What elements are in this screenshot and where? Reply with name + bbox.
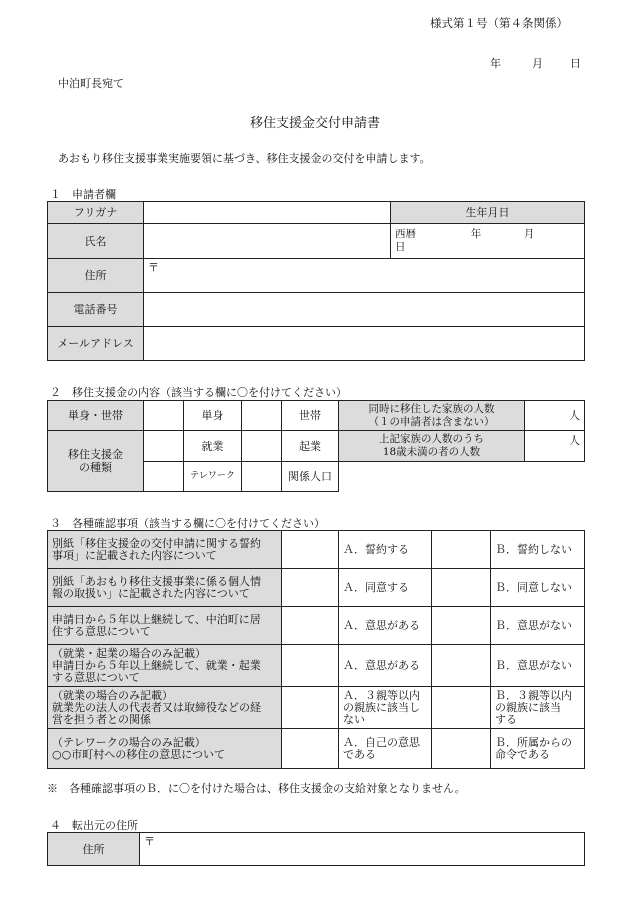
question-cell-line: 別紙「移住支援金の交付申請に関する誓約: [52, 536, 261, 550]
family-count-line1: 同時に移住した家族の人数: [368, 402, 495, 415]
form-number: 様式第１号（第４条関係）: [430, 16, 568, 30]
intro-text: あおもり移住支援事業実施要領に基づき、移住支援金の交付を申請します。: [58, 152, 431, 165]
startup-check-cell[interactable]: [242, 431, 282, 462]
page-title: 移住支援金交付申請書: [249, 116, 380, 131]
section3-heading: ３ 各種確認事項（該当する欄に〇を付けてください）: [50, 517, 325, 530]
section1-heading: １ 申請者欄: [50, 188, 116, 201]
related-pop-label: 関係人口: [282, 462, 339, 492]
under18-line2: 18歳未満の者の人数: [382, 446, 481, 458]
option-a-check-cell[interactable]: [282, 729, 339, 769]
date-day-label: 日: [570, 57, 581, 70]
option-b-check-cell[interactable]: [432, 607, 491, 645]
under18-line1: 上記家族の人数のうち: [379, 433, 484, 445]
question-cell-line: 申請日から５年以上継続して、中泊町に居: [52, 612, 261, 626]
option-b-label-line: Ｂ．同意しない: [495, 580, 572, 594]
family-count-line2: （１の申請者は含まない）: [368, 415, 495, 428]
address-label: 住所: [48, 259, 144, 293]
grant-type-label: [48, 431, 144, 492]
question-cell-line: 申請日から５年以上継続して、就業・起業: [52, 658, 261, 672]
question-cell: [48, 687, 282, 729]
applicant-table: [47, 201, 585, 361]
single-check-cell[interactable]: [144, 401, 184, 431]
option-a-check-cell[interactable]: [282, 607, 339, 645]
option-a-label-line: である: [343, 747, 376, 761]
option-a-label: [339, 729, 432, 769]
telework-label: テレワーク: [184, 462, 242, 492]
option-a-label: [339, 687, 432, 729]
confirmation-row: [48, 569, 585, 607]
confirmation-table: [47, 530, 585, 769]
era-label: 西暦: [395, 228, 416, 240]
date-year-label: 年: [490, 57, 501, 70]
option-b-label-line: Ｂ．誓約しない: [495, 542, 572, 556]
furigana-field[interactable]: [144, 202, 391, 224]
household-label: 世帯: [282, 401, 339, 431]
furigana-label: フリガナ: [48, 202, 144, 224]
confirmation-row: [48, 607, 585, 645]
birth-month-label: 月: [523, 228, 535, 240]
question-cell-line: 別紙「あおもり移住支援事業に係る個人情: [52, 574, 261, 588]
option-b-check-cell[interactable]: [432, 531, 491, 569]
postal-mark: 〒: [148, 261, 159, 274]
email-field[interactable]: [144, 327, 585, 361]
previous-address-field[interactable]: [140, 833, 585, 866]
option-b-label-line: 命令である: [495, 747, 550, 761]
option-b-label: [491, 729, 585, 769]
option-a-label-line: の親族に該当し: [343, 700, 420, 714]
person-unit: 人: [569, 434, 580, 447]
option-a-label-line: ない: [343, 712, 365, 726]
birthdate-field[interactable]: [391, 224, 585, 259]
confirmation-note: ※ 各種確認事項のＢ．に〇を付けた場合は、移住支援金の支給対象となりません。: [47, 782, 466, 795]
option-a-label-line: Ａ．３親等以内: [343, 688, 420, 702]
option-b-label-line: Ｂ．所属からの: [495, 735, 572, 749]
option-a-label: [339, 531, 432, 569]
phone-label: 電話番号: [48, 293, 144, 327]
option-b-label: [491, 645, 585, 687]
question-cell: [48, 645, 282, 687]
family-count-field[interactable]: [525, 401, 585, 431]
option-a-label-line: Ａ．意思がある: [343, 658, 420, 672]
question-cell-line: する意思について: [52, 670, 140, 684]
option-a-label: [339, 607, 432, 645]
option-a-label: [339, 569, 432, 607]
question-cell-line: 営を担う者との関係: [52, 712, 151, 726]
addressee: 中泊町長宛て: [58, 77, 124, 90]
option-b-label: [491, 607, 585, 645]
option-b-check-cell[interactable]: [432, 645, 491, 687]
question-cell: [48, 607, 282, 645]
grant-type-line2: の種類: [79, 461, 112, 474]
option-b-label-line: の親族に該当: [495, 700, 561, 714]
option-a-check-cell[interactable]: [282, 687, 339, 729]
question-cell-line: 報の取扱い」に記載された内容について: [52, 586, 250, 600]
question-cell: [48, 569, 282, 607]
question-cell-line: （就業の場合のみ記載）: [52, 688, 173, 702]
under18-field[interactable]: [525, 431, 585, 462]
confirmation-row: [48, 687, 585, 729]
option-b-label: [491, 687, 585, 729]
previous-address-label: 住所: [48, 833, 140, 866]
postal-mark: 〒: [144, 835, 155, 848]
question-cell-line: 事項」に記載された内容について: [52, 548, 217, 562]
single-family-label: 単身・世帯: [48, 401, 144, 431]
employment-label: 就業: [184, 431, 242, 462]
option-a-label-line: Ａ．誓約する: [343, 542, 409, 556]
option-b-check-cell[interactable]: [432, 729, 491, 769]
option-b-label-line: Ｂ．３親等以内: [495, 688, 572, 702]
question-cell-line: ○○市町村への移住の意思について: [52, 747, 225, 761]
question-cell-line: （テレワークの場合のみ記載）: [52, 735, 206, 749]
under18-label: [339, 431, 525, 462]
option-a-check-cell[interactable]: [282, 531, 339, 569]
name-field[interactable]: [144, 224, 391, 259]
option-b-check-cell[interactable]: [432, 687, 491, 729]
option-b-label: [491, 531, 585, 569]
address-field[interactable]: [144, 259, 585, 293]
option-b-label-line: Ｂ．意思がない: [495, 658, 572, 672]
employment-check-cell[interactable]: [144, 431, 184, 462]
option-b-label-line: Ｂ．意思がない: [495, 618, 572, 632]
question-cell: [48, 729, 282, 769]
option-a-check-cell[interactable]: [282, 645, 339, 687]
section4-heading: ４ 転出元の住所: [50, 819, 138, 832]
option-a-label-line: Ａ．自己の意思: [343, 735, 420, 749]
option-b-label-line: する: [495, 712, 517, 726]
date-month-label: 月: [532, 57, 543, 70]
confirmation-row: [48, 729, 585, 769]
person-unit: 人: [569, 409, 580, 422]
birthdate-header: 生年月日: [391, 202, 585, 224]
question-cell-line: 就業先の法人の代表者又は取締役などの経: [52, 700, 261, 714]
household-check-cell[interactable]: [242, 401, 282, 431]
birth-year-label: 年: [470, 228, 482, 240]
date-line: [490, 55, 581, 71]
question-cell-line: （就業・起業の場合のみ記載）: [52, 646, 206, 660]
family-count-label: [339, 401, 525, 431]
question-cell: [48, 531, 282, 569]
related-pop-check-cell[interactable]: [242, 462, 282, 492]
previous-address-table: [47, 832, 585, 866]
startup-label: 起業: [282, 431, 339, 462]
option-a-check-cell[interactable]: [282, 569, 339, 607]
option-a-label: [339, 645, 432, 687]
name-label: 氏名: [48, 224, 144, 259]
option-b-label: [491, 569, 585, 607]
birth-day-label: 日: [395, 241, 406, 253]
section2-heading: ２ 移住支援金の内容（該当する欄に〇を付けてください）: [50, 386, 347, 399]
option-a-label-line: Ａ．意思がある: [343, 618, 420, 632]
telework-check-cell[interactable]: [144, 462, 184, 492]
option-a-label-line: Ａ．同意する: [343, 580, 409, 594]
phone-field[interactable]: [144, 293, 585, 327]
option-b-check-cell[interactable]: [432, 569, 491, 607]
grant-content-table: [47, 400, 585, 492]
confirmation-row: [48, 645, 585, 687]
confirmation-row: [48, 531, 585, 569]
single-label: 単身: [184, 401, 242, 431]
email-label: メールアドレス: [48, 327, 144, 361]
question-cell-line: 住する意思について: [52, 624, 151, 638]
grant-type-line1: 移住支援金: [68, 448, 123, 461]
